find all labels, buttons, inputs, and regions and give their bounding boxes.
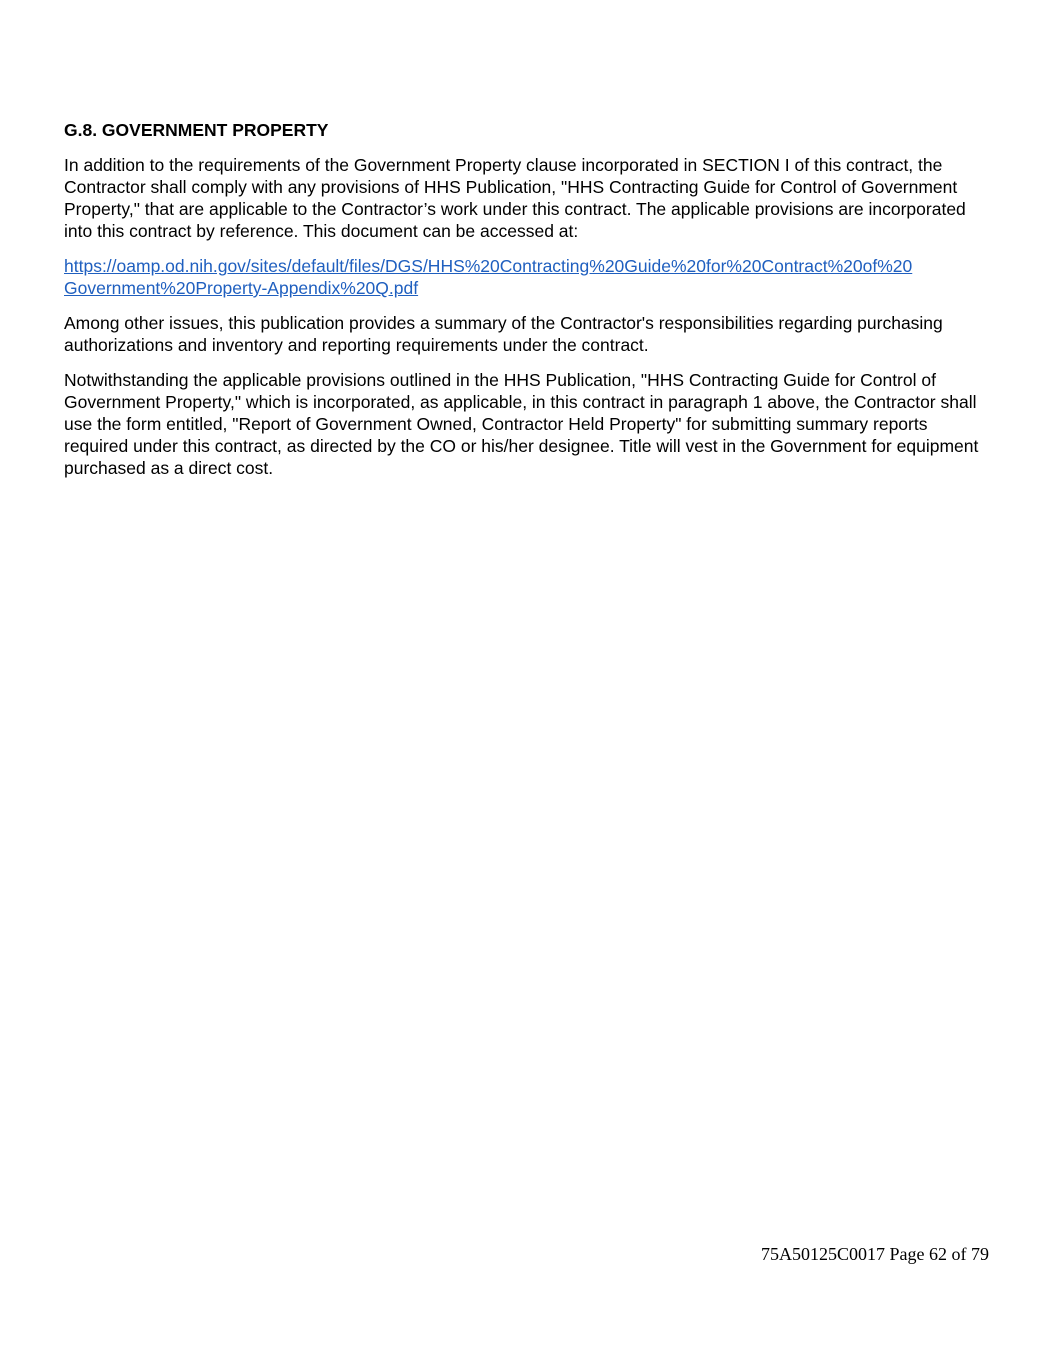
- document-body: [64, 119, 994, 492]
- paragraph-notwithstanding: Notwithstanding the applicable provisions outlined in the HHS Publication, "HHS Contracting Guide for Control of Government Property," which is incorporated, as applicable, in this contract in paragraph 1 above, the Contractor shall use the form entitled, "Report of Government Owned, Contractor Held Property" for submitting summary reports required under this contract, as directed by the CO or his/her designee. Title will vest in the Government for equipment purchased as a direct cost.: [64, 370, 979, 478]
- reference-link-line-2: Government%20Property-Appendix%20Q.pdf: [64, 278, 419, 298]
- paragraph-summary: Among other issues, this publication provides a summary of the Contractor's responsibilities regarding purchasing authorizations and inventory and reporting requirements under the contract.: [64, 313, 943, 355]
- reference-link-block: [64, 255, 994, 299]
- section-heading: G.8. GOVERNMENT PROPERTY: [64, 120, 329, 140]
- paragraph-requirements: In addition to the requirements of the Government Property clause incorporated in SECTION I of this contract, the Contractor shall comply with any provisions of HHS Publication, "HHS Contracting Guide for Control of Government Property," that are applicable to the Contractor’s work under this contract. The applicable provisions are incorporated into this contract by reference. This document can be accessed at:: [64, 155, 966, 241]
- reference-link[interactable]: [64, 256, 912, 298]
- page-footer: 75A50125C0017 Page 62 of 79: [761, 1244, 989, 1264]
- reference-link-line-1: https://oamp.od.nih.gov/sites/default/files/DGS/HHS%20Contracting%20Guide%20for%20Contract%20of%20: [64, 256, 913, 276]
